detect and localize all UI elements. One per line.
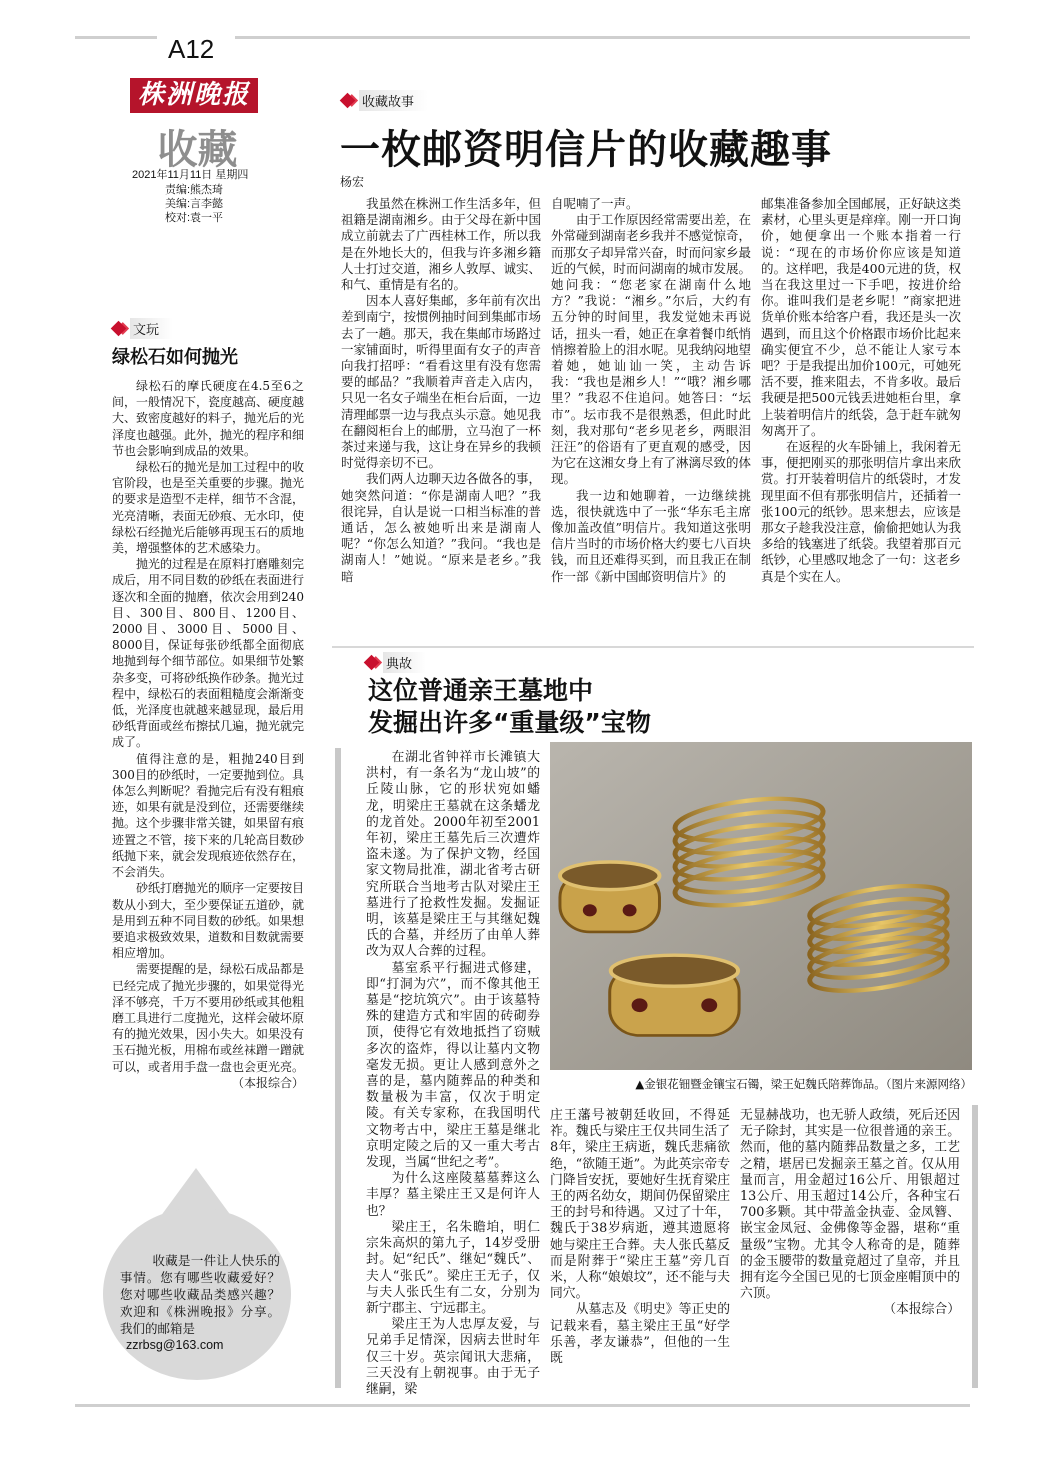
- feature-column-paragraphs: [740, 1108, 960, 1302]
- paragraph: 由于工作原因经常需要出差，在外常碰到湖南老乡我并不感觉惊奇，而那女子却异常兴奋，时而问家乡最近的气候，时而问湖南的城市发展。她问我：“您老家在湖南什么地方？”我说：“湘乡。”尔后，大约有五分钟的时间里，我发觉她未再说话，扭头一看，她正在拿着餐巾纸悄悄擦着脸上的泪水呢。见我纳闷地望着她，她讪讪一笑，主动告诉我：“我也是湘乡人！”“哦？湘乡哪里？”我忍不住追问。她答曰：“坛市”。坛市我不是很熟悉，但此时此刻，我对那句“老乡见老乡，两眼泪汪汪”的俗语有了更直观的感受，因为它在这湘女身上有了淋漓尽致的体现。: [551, 212, 752, 487]
- paragraph: 绿松石的摩氏硬度在4.5至6之间，一般情况下，瓷度越高、硬度越大、致密度越好的料子，抛光后的光泽度也越强。此外，抛光的程序和细节也会影响到成品的效果。: [112, 379, 305, 458]
- paragraph: 为什么这座陵墓墓葬这么丰厚？墓主梁庄王又是何许人也？: [366, 1171, 540, 1219]
- left-border-bar: [335, 748, 341, 1388]
- article-column: [761, 196, 961, 585]
- side-headline: 绿松石如何抛光: [112, 347, 238, 368]
- tag-label: 文玩: [130, 318, 173, 339]
- paragraph: 梁庄王，名朱瞻垍，明仁宗朱高炽的第九子，14岁受册封。妃“纪氏”、继妃“魏氏”、夫人“张氏”。梁庄王无子，仅与夫人张氏生有二女，分别为新宁郡主、宁远郡主。: [366, 1219, 540, 1316]
- article-divider: [332, 646, 974, 648]
- section-tag: [366, 652, 426, 672]
- page-number: A12: [168, 34, 215, 64]
- paragraph: 梁庄王为人忠厚友爱，与兄弟手足情深，因病去世时年仅三十岁。英宗闻讯大悲痛，三天没有上朝视事。由于无子继嗣，梁: [366, 1317, 540, 1397]
- bracelets-photo: [550, 742, 972, 1070]
- pen-icon: [111, 320, 127, 336]
- contact-email[interactable]: zzrbsg@163.com: [126, 1338, 224, 1352]
- bubble-message: 收藏是一件让人快乐的事情。您有哪些收藏爱好？您对哪些收藏品类感兴趣？欢迎和《株洲晚报》分享。我们的邮箱是: [120, 1253, 280, 1336]
- paragraph: 因本人喜好集邮，多年前有次出差到南宁，按惯例抽时间到集邮市场去了一趟。那天，我在集邮市场路过一家铺面时，听得里面有女子的声音向我打招呼：“看看这里有没有您需要的邮品？”我顺着声音走入店内，只见一名女子端坐在柜台后面，一边清理邮票一边与我点头示意。她见我在翻阅柜台上的邮册，立马泡了一杯茶过来递与我，这让身在异乡的我顿时觉得亲切不已。: [341, 293, 542, 471]
- paragraph: 墓室系平行掘进式修建，即“打洞为穴”，而不像其他王墓是“挖坑筑穴”。由于该墓特殊的建造方式和牢固的砖砌券顶，使得它有效地抵挡了窃贼多次的盗炸，得以让墓内文物毫发无损。更让人感到意外之喜的是，墓内随葬品的种类和数量极为丰富，仅次于明定陵。有关专家称，在我国明代文物考古中，梁庄王墓是继北京明定陵之后的又一重大考古发现，当属“世纪之考”。: [366, 960, 540, 1171]
- feature-column: [740, 1108, 960, 1319]
- section-title: 收藏: [157, 126, 238, 173]
- feature-column: [366, 750, 540, 1398]
- designer-credit: 美编:言李懿: [165, 198, 224, 210]
- paragraph: 邮集准备参加全国邮展，正好缺这类素材，心里头更是痒痒。刚一开口询价，她便拿出一个账本指着一行说：“现在的市场价你应该是知道的。这样吧，我是400元进的货，权当在我这里过一下手吧，按进价给你。谁叫我们是老乡呢！”商家把进货单价账本给客户看，我还是头一次遇到，而且这个价格跟市场价比起来确实便宜不少，总不能让人家亏本吧？于是我提出加价100元，可她死活不要，推来阻去，不肯多收。最后我硬是把500元钱丢进她柜台里，拿上装着明信片的纸袋，急于赶车就匆匆离开了。: [761, 196, 962, 438]
- paragraph: 需要提醒的是，绿松石成品都是已经完成了抛光步骤的，如果觉得光泽不够亮，千万不要用砂纸或其他粗磨工具进行二度抛光，这样会破坏原有的抛光效果，因小失大。如果没有玉石抛光板，用棉布或丝袜蹭一蹭就可以，或者用手盘一盘也会更光亮。: [112, 962, 305, 1074]
- right-border-bar: [972, 1105, 978, 1388]
- feature-headline-line1: 这位普通亲王墓地中: [368, 676, 594, 705]
- bubble-text: [120, 1252, 280, 1354]
- paragraph: 我虽然在株洲工作生活多年，但祖籍是湖南湘乡。由于父母在新中国成立前就去了广西桂林工作，所以我是在外地长大的，但我与许多湘乡籍人士打过交道，湘乡人敦厚、诚实、和气、重情是有名的。: [341, 196, 542, 293]
- paragraph: 我一边和她聊着，一边继续挑选，很快就选中了一张“华东毛主席像加盖改值”明信片。我知道这张明信片当时的市场价格大约要七八百块钱，而且还难得买到，而且我正在制作一部《新中国邮资明信片》的: [551, 487, 752, 584]
- issue-date: 2021年11月11日 星期四: [132, 169, 249, 181]
- article-column: [341, 196, 541, 585]
- paragraph: 我们两人边聊天边各做各的事，她突然问道：“你是湖南人吧？”我很诧异，自认是说一口相当标准的普通话，怎么被她听出来是湖南人呢？“你怎么知道？”我问。“我也是湖南人！”她说。“原来是老乡。”我暗: [341, 471, 542, 584]
- tag-label: 典故: [383, 652, 426, 673]
- paragraph: 值得注意的是，粗抛240目到300目的砂纸时，一定要抛到位。具体怎么判断呢？看抛完后有没有粗痕迹，如果有就是没到位，还需要继续抛。这个步骤非常关键，如果留有痕迹置之不管，接下来的几轮高目数砂纸抛下来，就会发现痕迹依然存在，不会消失。: [112, 751, 305, 880]
- section-tag: [113, 318, 173, 338]
- paragraph: 在返程的火车卧铺上，我闲着无事，便把刚买的那张明信片拿出来欣赏。打开装着明信片的纸袋时，才发现里面不但有那张明信片，还插着一张100元的纸钞。思来想去，应该是那女子趁我没注意，偷偷把她认为我多给的钱塞进了纸袋。我望着那百元纸钞，心里感叹地念了一句：这老乡真是个实在人。: [761, 439, 962, 584]
- photo-caption: ▲金银花钿暨金镶宝石镯，梁王妃魏氏陪葬饰品。（图片来源网络）: [635, 1077, 972, 1091]
- paragraph: 砂纸打磨抛光的顺序一定要按目数从小到大，至少要保证五道砂，就是用到五种不同目数的砂纸。如果想要追求极致效果，道数和目数就需要相应增加。: [112, 881, 305, 961]
- paragraph: 无显赫战功，也无骄人政绩，死后还因无子除封，其实是一位很普通的亲王。然而，他的墓内随葬品数量之多，工艺之精，堪居已发掘亲王墓之首。仅从用量而言，用金超过16公斤、用银超过13公斤、用玉超过14公斤，各种宝石700多颗。其中带盖金执壶、金凤簪、嵌宝金凤冠、金佛像等金器，堪称“重量级”宝物。尤其令人称奇的是，随葬的金玉腰带的数量竟超过了皇帝，并且拥有迄今全国已见的七顶金座帽顶中的六顶。: [740, 1108, 960, 1302]
- side-article-body: [112, 378, 304, 1091]
- feature-headline: [368, 675, 651, 739]
- section-tag: [342, 90, 428, 110]
- article-column: [551, 196, 751, 585]
- feature-article-credit: （本报综合）: [883, 1302, 960, 1318]
- article-author: 杨宏: [340, 175, 365, 189]
- paragraph: 庄王藩号被朝廷收回，不得延祚。魏氏与梁庄王仅共同生活了8年，梁庄王病逝，魏氏悲痛欲绝，“欲随王逝”。为此英宗帝专门降旨安抚，要她好生抚育梁庄王的两名幼女，期间仍保留梁庄王的封号和待遇。又过了十年，魏氏于38岁病逝，遵其遗愿将她与梁庄王合葬。夫人张氏墓反而是附葬于“梁庄王墓”旁几百米，人称“娘娘坟”，还不能与夫同穴。: [550, 1108, 730, 1302]
- proofreader-credit: 校对:袁一平: [165, 212, 224, 224]
- paragraph: 在湖北省钟祥市长滩镇大洪村，有一条名为“龙山坡”的丘陵山脉，它的形状宛如蟠龙，明梁庄王墓就在这条蟠龙的龙首处。2000年初至2001年初，梁庄王墓先后三次遭炸盗未遂。为了保护文物，经国家文物局批准，湖北省考古研究所联合当地考古队对梁庄王墓进行了抢救性发掘。发掘证明，该墓是梁庄王与其继妃魏氏的合墓，并经历了由单人葬改为双人合葬的过程。: [366, 750, 540, 960]
- pen-icon: [364, 654, 380, 670]
- editor-credit: 责编:熊杰琦: [165, 184, 224, 196]
- paragraph: 从墓志及《明史》等正史的记载来看，墓主梁庄王虽“好学乐善，孝友谦恭”，但他的一生既: [550, 1302, 730, 1367]
- side-article-credit: （本报综合）: [231, 1075, 304, 1090]
- paragraph: 自呢喃了一声。: [551, 196, 639, 211]
- side-article-paragraphs: [112, 378, 304, 1075]
- bottom-rule: [75, 1404, 970, 1407]
- paragraph: 绿松石的抛光是加工过程中的收官阶段，也是至关重要的步骤。抛光的要求是造型不走样，细节不含混，光亮清晰，表面无砂痕、无水印，使绿松石经抛光后能够再现玉石的质地美，增强整体的艺术感染力。: [112, 460, 305, 556]
- paragraph: 抛光的过程是在原料打磨雕刻完成后，用不同目数的砂纸在表面进行逐次和全面的抛磨，依次会用到240目、300目、800目、1200目、2000目、3000目、5000目、8000目，保证每张砂纸都全面彻底地抛到每个细节部位。如果细节处繁杂多变，可将砂纸换作砂条。抛光过程中，绿松石的表面粗糙度会渐渐变低，光泽度也就越来越显现，最后用砂纸背面或丝布擦拭几遍，抛光就完成了。: [112, 557, 305, 750]
- feature-headline-line2: 发掘出许多“重量级”宝物: [368, 708, 651, 737]
- feature-column: [550, 1108, 730, 1367]
- top-rule-left: [75, 36, 157, 39]
- article-headline: 一枚邮资明信片的收藏趣事: [340, 127, 832, 173]
- newspaper-logo: 株洲晚报: [130, 78, 258, 113]
- pen-icon: [340, 92, 356, 108]
- tag-label: 收藏故事: [359, 90, 428, 111]
- top-rule-right: [235, 36, 970, 39]
